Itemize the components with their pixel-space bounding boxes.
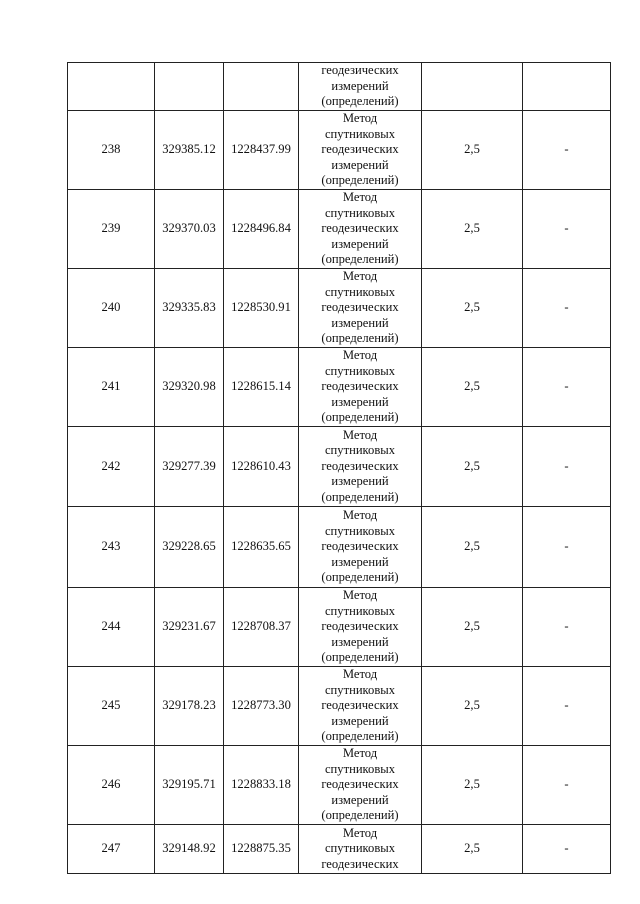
- cell-y: 1228530.91: [224, 269, 299, 348]
- cell-x: 329231.67: [155, 588, 224, 667]
- method-line: измерений: [331, 78, 389, 93]
- method-line: спутниковых: [324, 126, 396, 141]
- method-line: (определений): [321, 252, 399, 267]
- cell-x: 329335.83: [155, 269, 224, 348]
- method-line: геодезических: [321, 619, 399, 634]
- cell-method: [299, 507, 422, 588]
- cell-point-number: 244: [68, 588, 155, 667]
- table-row: [68, 824, 611, 873]
- method-line: геодезических: [321, 777, 399, 792]
- method-line: Метод: [342, 666, 378, 681]
- cell-method: [299, 427, 422, 507]
- cell-method: [299, 666, 422, 745]
- cell-note: -: [523, 666, 611, 745]
- method-line: Метод: [342, 111, 378, 126]
- method-line: измерений: [331, 394, 389, 409]
- table-row: [68, 588, 611, 667]
- cell-x: 329320.98: [155, 348, 224, 427]
- cell-accuracy: 2,5: [422, 269, 523, 348]
- method-line: (определений): [321, 650, 399, 665]
- cell-x: 329195.71: [155, 745, 224, 824]
- cell-note: -: [523, 348, 611, 427]
- cell-point-number: 238: [68, 111, 155, 190]
- cell-accuracy: 2,5: [422, 588, 523, 667]
- cell-accuracy: 2,5: [422, 190, 523, 269]
- cell-y: 1228635.65: [224, 507, 299, 588]
- method-line: геодезических: [321, 63, 399, 78]
- cell-y: 1228773.30: [224, 666, 299, 745]
- method-line: спутниковых: [324, 205, 396, 220]
- table-row: [68, 666, 611, 745]
- method-line: геодезических: [321, 142, 399, 157]
- cell-accuracy: 2,5: [422, 824, 523, 873]
- cell-x: 329277.39: [155, 427, 224, 507]
- table-row: [68, 348, 611, 427]
- cell-x: 329370.03: [155, 190, 224, 269]
- method-line: измерений: [331, 236, 389, 251]
- cell-method: [299, 588, 422, 667]
- method-line: (определений): [321, 808, 399, 823]
- method-line: (определений): [321, 489, 399, 504]
- cell-method: [299, 190, 422, 269]
- cell-method: [299, 111, 422, 190]
- method-line: измерений: [331, 157, 389, 172]
- cell-note: -: [523, 111, 611, 190]
- method-line: спутниковых: [324, 443, 396, 458]
- method-line: (определений): [321, 410, 399, 425]
- cell-accuracy: 2,5: [422, 111, 523, 190]
- method-line: спутниковых: [324, 682, 396, 697]
- method-line: спутниковых: [324, 761, 396, 776]
- cell-note: -: [523, 427, 611, 507]
- cell-note: -: [523, 269, 611, 348]
- cell-point-number: 241: [68, 348, 155, 427]
- method-line: Метод: [342, 190, 378, 205]
- cell-point-number: 247: [68, 824, 155, 873]
- cell-y: 1228833.18: [224, 745, 299, 824]
- method-line: Метод: [342, 348, 378, 363]
- method-line: измерений: [331, 634, 389, 649]
- method-line: (определений): [321, 570, 399, 585]
- cell-accuracy: 2,5: [422, 348, 523, 427]
- method-line: (определений): [321, 94, 399, 109]
- cell-y: [224, 63, 299, 111]
- cell-method: [299, 348, 422, 427]
- method-line: измерений: [331, 792, 389, 807]
- cell-note: -: [523, 507, 611, 588]
- cell-y: 1228615.14: [224, 348, 299, 427]
- cell-y: 1228437.99: [224, 111, 299, 190]
- coordinates-table: [67, 62, 611, 874]
- table-row: [68, 507, 611, 588]
- cell-point-number: 243: [68, 507, 155, 588]
- cell-note: -: [523, 824, 611, 873]
- table-row: [68, 745, 611, 824]
- method-line: спутниковых: [324, 523, 396, 538]
- cell-point-number: 239: [68, 190, 155, 269]
- cell-note: -: [523, 190, 611, 269]
- table-row: [68, 269, 611, 348]
- cell-method: [299, 63, 422, 111]
- cell-note: [523, 63, 611, 111]
- method-line: геодезических: [321, 698, 399, 713]
- cell-x: 329178.23: [155, 666, 224, 745]
- method-line: (определений): [321, 729, 399, 744]
- cell-y: 1228610.43: [224, 427, 299, 507]
- method-line: (определений): [321, 173, 399, 188]
- cell-accuracy: 2,5: [422, 666, 523, 745]
- cell-accuracy: 2,5: [422, 745, 523, 824]
- cell-accuracy: 2,5: [422, 507, 523, 588]
- method-line: измерений: [331, 315, 389, 330]
- method-line: (определений): [321, 331, 399, 346]
- method-line: Метод: [342, 825, 378, 840]
- method-line: Метод: [342, 269, 378, 284]
- table-row: [68, 190, 611, 269]
- cell-accuracy: 2,5: [422, 427, 523, 507]
- cell-x: [155, 63, 224, 111]
- method-line: геодезических: [321, 539, 399, 554]
- cell-note: -: [523, 588, 611, 667]
- cell-point-number: 245: [68, 666, 155, 745]
- method-line: геодезических: [321, 856, 399, 871]
- method-line: геодезических: [321, 458, 399, 473]
- method-line: измерений: [331, 554, 389, 569]
- method-line: спутниковых: [324, 841, 396, 856]
- cell-x: 329385.12: [155, 111, 224, 190]
- method-line: геодезических: [321, 300, 399, 315]
- method-line: геодезических: [321, 221, 399, 236]
- cell-y: 1228708.37: [224, 588, 299, 667]
- table-row-partial: [68, 63, 611, 111]
- method-line: Метод: [342, 588, 378, 602]
- method-line: Метод: [342, 508, 378, 523]
- cell-method: [299, 745, 422, 824]
- cell-note: -: [523, 745, 611, 824]
- coordinates-table-body: [68, 63, 611, 874]
- cell-x: 329228.65: [155, 507, 224, 588]
- cell-method: [299, 824, 422, 873]
- table-row: [68, 111, 611, 190]
- method-line: спутниковых: [324, 284, 396, 299]
- cell-y: 1228496.84: [224, 190, 299, 269]
- cell-point-number: 246: [68, 745, 155, 824]
- method-line: спутниковых: [324, 363, 396, 378]
- cell-point-number: 240: [68, 269, 155, 348]
- cell-y: 1228875.35: [224, 824, 299, 873]
- cell-x: 329148.92: [155, 824, 224, 873]
- method-line: измерений: [331, 474, 389, 489]
- method-line: измерений: [331, 713, 389, 728]
- cell-method: [299, 269, 422, 348]
- table-row: [68, 427, 611, 507]
- method-line: Метод: [342, 745, 378, 760]
- method-line: спутниковых: [324, 603, 396, 618]
- cell-point-number: [68, 63, 155, 111]
- cell-accuracy: [422, 63, 523, 111]
- method-line: геодезических: [321, 379, 399, 394]
- method-line: Метод: [342, 427, 378, 442]
- cell-point-number: 242: [68, 427, 155, 507]
